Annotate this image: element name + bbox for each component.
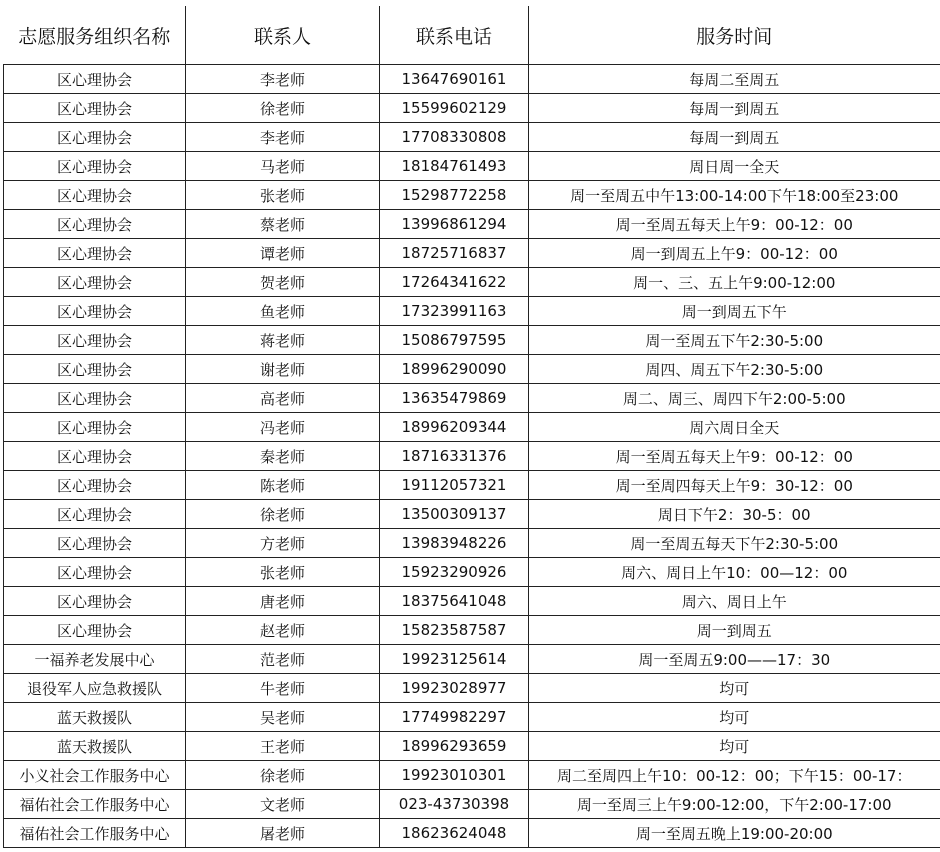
table-row (4, 790, 940, 819)
cell-organization: 区心理协会 (4, 413, 186, 442)
cell-organization: 区心理协会 (4, 123, 186, 152)
cell-phone: 15298772258 (380, 181, 529, 210)
cell-service-time: 周二、周三、周四下午2:00-5:00 (529, 384, 940, 413)
cell-phone: 13996861294 (380, 210, 529, 239)
cell-service-time: 周一至周三上午9:00-12:00，下午2:00-17:00 (529, 790, 940, 819)
table-row (4, 529, 940, 558)
table-row (4, 65, 940, 94)
cell-organization: 区心理协会 (4, 65, 186, 94)
header-organization: 志愿服务组织名称 (4, 6, 186, 65)
cell-organization: 蓝天救援队 (4, 732, 186, 761)
cell-phone: 19923125614 (380, 645, 529, 674)
cell-organization: 区心理协会 (4, 94, 186, 123)
cell-phone: 18725716837 (380, 239, 529, 268)
cell-phone: 19112057321 (380, 471, 529, 500)
cell-organization: 小义社会工作服务中心 (4, 761, 186, 790)
cell-organization: 区心理协会 (4, 326, 186, 355)
cell-organization: 一福养老发展中心 (4, 645, 186, 674)
cell-phone: 18623624048 (380, 819, 529, 848)
header-service-time: 服务时间 (529, 6, 940, 65)
cell-phone: 15923290926 (380, 558, 529, 587)
table-row (4, 152, 940, 181)
header-row (4, 6, 940, 65)
cell-organization: 区心理协会 (4, 239, 186, 268)
header-phone: 联系电话 (380, 6, 529, 65)
table-row (4, 326, 940, 355)
cell-contact: 徐老师 (186, 94, 380, 123)
cell-contact: 方老师 (186, 529, 380, 558)
table-row (4, 239, 940, 268)
cell-phone: 18184761493 (380, 152, 529, 181)
cell-phone: 17749982297 (380, 703, 529, 732)
cell-contact: 陈老师 (186, 471, 380, 500)
cell-service-time: 周日下午2：30-5：00 (529, 500, 940, 529)
cell-phone: 17323991163 (380, 297, 529, 326)
cell-organization: 区心理协会 (4, 384, 186, 413)
cell-organization: 区心理协会 (4, 558, 186, 587)
cell-organization: 区心理协会 (4, 152, 186, 181)
cell-service-time: 周一至周五每天上午9：00-12：00 (529, 210, 940, 239)
cell-contact: 蒋老师 (186, 326, 380, 355)
cell-contact: 冯老师 (186, 413, 380, 442)
cell-phone: 13500309137 (380, 500, 529, 529)
cell-service-time: 周四、周五下午2:30-5:00 (529, 355, 940, 384)
table-row (4, 442, 940, 471)
table-row (4, 616, 940, 645)
table-row (4, 587, 940, 616)
cell-contact: 谢老师 (186, 355, 380, 384)
cell-contact: 谭老师 (186, 239, 380, 268)
cell-contact: 张老师 (186, 558, 380, 587)
cell-phone: 13983948226 (380, 529, 529, 558)
cell-contact: 王老师 (186, 732, 380, 761)
table-row (4, 268, 940, 297)
cell-phone: 18996290090 (380, 355, 529, 384)
cell-contact: 鱼老师 (186, 297, 380, 326)
table-row (4, 355, 940, 384)
cell-organization: 区心理协会 (4, 210, 186, 239)
cell-service-time: 周二至周四上午10：00-12：00；下午15：00-17： (529, 761, 940, 790)
cell-service-time: 均可 (529, 674, 940, 703)
table-row (4, 94, 940, 123)
cell-organization: 福佑社会工作服务中心 (4, 819, 186, 848)
table-row (4, 674, 940, 703)
table-row (4, 819, 940, 848)
cell-organization: 区心理协会 (4, 181, 186, 210)
cell-contact: 贺老师 (186, 268, 380, 297)
cell-service-time: 周一至周五中午13:00-14:00下午18:00至23:00 (529, 181, 940, 210)
cell-phone: 19923010301 (380, 761, 529, 790)
table-row (4, 123, 940, 152)
cell-contact: 张老师 (186, 181, 380, 210)
cell-phone: 18375641048 (380, 587, 529, 616)
table-row (4, 181, 940, 210)
cell-phone: 13647690161 (380, 65, 529, 94)
table-row (4, 645, 940, 674)
cell-service-time: 周一至周五9:00——17：30 (529, 645, 940, 674)
cell-contact: 赵老师 (186, 616, 380, 645)
cell-organization: 区心理协会 (4, 529, 186, 558)
cell-service-time: 周一、三、五上午9:00-12:00 (529, 268, 940, 297)
cell-contact: 吴老师 (186, 703, 380, 732)
cell-service-time: 周一到周五 (529, 616, 940, 645)
cell-contact: 李老师 (186, 65, 380, 94)
table-row (4, 500, 940, 529)
table-row (4, 210, 940, 239)
cell-contact: 屠老师 (186, 819, 380, 848)
cell-phone: 13635479869 (380, 384, 529, 413)
cell-service-time: 每周二至周五 (529, 65, 940, 94)
cell-contact: 蔡老师 (186, 210, 380, 239)
table-row (4, 703, 940, 732)
cell-organization: 区心理协会 (4, 355, 186, 384)
cell-service-time: 每周一到周五 (529, 123, 940, 152)
cell-organization: 福佑社会工作服务中心 (4, 790, 186, 819)
cell-phone: 17264341622 (380, 268, 529, 297)
cell-organization: 区心理协会 (4, 297, 186, 326)
cell-phone: 15599602129 (380, 94, 529, 123)
cell-service-time: 周一至周四每天上午9：30-12：00 (529, 471, 940, 500)
volunteer-contact-table (3, 6, 940, 848)
cell-contact: 文老师 (186, 790, 380, 819)
cell-contact: 范老师 (186, 645, 380, 674)
cell-organization: 区心理协会 (4, 616, 186, 645)
cell-organization: 退役军人应急救援队 (4, 674, 186, 703)
cell-organization: 区心理协会 (4, 471, 186, 500)
table-row (4, 558, 940, 587)
cell-phone: 18996293659 (380, 732, 529, 761)
table-row (4, 297, 940, 326)
table-header (4, 6, 940, 65)
cell-service-time: 周一至周五每天上午9：00-12：00 (529, 442, 940, 471)
table-row (4, 471, 940, 500)
cell-phone: 15086797595 (380, 326, 529, 355)
cell-contact: 唐老师 (186, 587, 380, 616)
cell-service-time: 均可 (529, 703, 940, 732)
cell-organization: 区心理协会 (4, 442, 186, 471)
cell-organization: 区心理协会 (4, 587, 186, 616)
cell-service-time: 均可 (529, 732, 940, 761)
cell-service-time: 周一到周五下午 (529, 297, 940, 326)
table-body (4, 65, 940, 848)
cell-service-time: 周一到周五上午9：00-12：00 (529, 239, 940, 268)
table-row (4, 384, 940, 413)
cell-service-time: 周一至周五晚上19:00-20:00 (529, 819, 940, 848)
cell-service-time: 周六、周日上午 (529, 587, 940, 616)
table-row (4, 732, 940, 761)
cell-service-time: 周日周一全天 (529, 152, 940, 181)
cell-service-time: 周一至周五下午2:30-5:00 (529, 326, 940, 355)
cell-service-time: 周六周日全天 (529, 413, 940, 442)
cell-contact: 徐老师 (186, 500, 380, 529)
cell-phone: 18996209344 (380, 413, 529, 442)
cell-organization: 区心理协会 (4, 500, 186, 529)
cell-organization: 区心理协会 (4, 268, 186, 297)
header-contact: 联系人 (186, 6, 380, 65)
table-row (4, 761, 940, 790)
cell-phone: 023-43730398 (380, 790, 529, 819)
cell-service-time: 每周一到周五 (529, 94, 940, 123)
table-row (4, 413, 940, 442)
cell-contact: 徐老师 (186, 761, 380, 790)
cell-contact: 高老师 (186, 384, 380, 413)
cell-phone: 15823587587 (380, 616, 529, 645)
cell-phone: 18716331376 (380, 442, 529, 471)
cell-contact: 马老师 (186, 152, 380, 181)
cell-service-time: 周一至周五每天下午2:30-5:00 (529, 529, 940, 558)
cell-organization: 蓝天救援队 (4, 703, 186, 732)
cell-contact: 秦老师 (186, 442, 380, 471)
cell-phone: 19923028977 (380, 674, 529, 703)
cell-service-time: 周六、周日上午10：00—12：00 (529, 558, 940, 587)
cell-phone: 17708330808 (380, 123, 529, 152)
cell-contact: 李老师 (186, 123, 380, 152)
cell-contact: 牛老师 (186, 674, 380, 703)
